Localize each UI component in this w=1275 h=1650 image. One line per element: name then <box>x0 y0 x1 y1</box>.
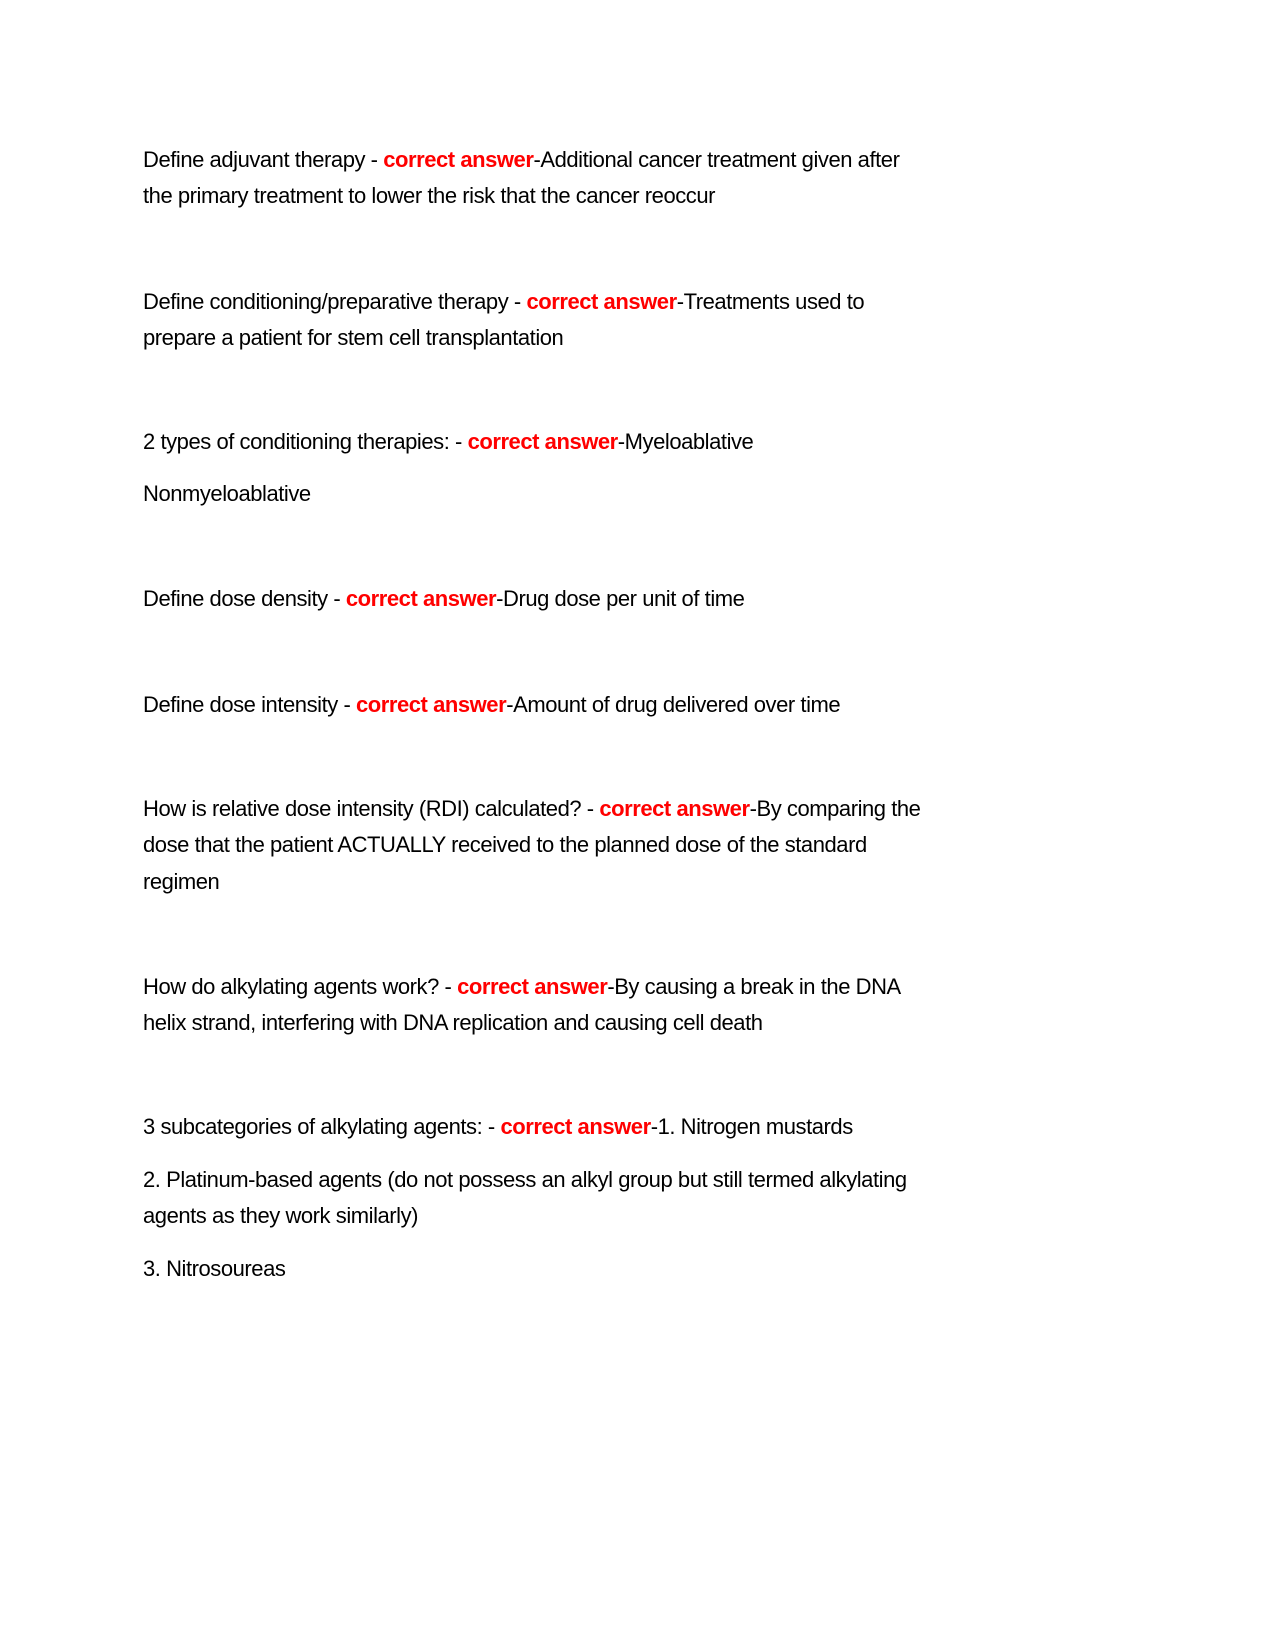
answer-continuation: regimen <box>143 869 220 894</box>
correct-answer-label: correct answer <box>526 289 677 314</box>
answer-text: -1. Nitrogen mustards <box>650 1114 853 1139</box>
correct-answer-label: correct answer <box>500 1114 651 1139</box>
question-text: 2 types of conditioning therapies: - <box>143 429 468 454</box>
answer-continuation: 3. Nitrosoureas <box>143 1256 286 1281</box>
question-text: Define dose intensity - <box>143 692 356 717</box>
qa-item-first-line <box>143 145 899 175</box>
answer-continuation: dose that the patient ACTUALLY received to the planned dose of the standard <box>143 832 867 857</box>
qa-item-first-line <box>143 972 901 1002</box>
answer-text: -Treatments used to <box>676 289 865 314</box>
correct-answer-label: correct answer <box>467 429 618 454</box>
answer-continuation: 2. Platinum-based agents (do not possess an alkyl group but still termed alkylating <box>143 1167 907 1192</box>
answer-text: -Drug dose per unit of time <box>496 586 745 611</box>
qa-item-first-line <box>143 287 864 317</box>
correct-answer-label: correct answer <box>457 974 608 999</box>
qa-item-first-line <box>143 584 744 614</box>
qa-item-first-line <box>143 427 753 457</box>
qa-item-first-line <box>143 690 840 720</box>
answer-text: -Amount of drug delivered over time <box>506 692 841 717</box>
correct-answer-label: correct answer <box>383 147 534 172</box>
answer-text: -Additional cancer treatment given after <box>533 147 900 172</box>
question-text: Define dose density - <box>143 586 346 611</box>
answer-continuation: agents as they work similarly) <box>143 1203 419 1228</box>
answer-continuation: the primary treatment to lower the risk that the cancer reoccur <box>143 183 716 208</box>
answer-text: -Myeloablative <box>617 429 754 454</box>
answer-text: -By causing a break in the DNA <box>607 974 901 999</box>
answer-continuation: Nonmyeloablative <box>143 481 311 506</box>
answer-continuation: helix strand, interfering with DNA replication and causing cell death <box>143 1010 763 1035</box>
question-text: How do alkylating agents work? - <box>143 974 458 999</box>
qa-item-first-line <box>143 794 920 824</box>
correct-answer-label: correct answer <box>355 692 507 717</box>
answer-continuation: prepare a patient for stem cell transplantation <box>143 325 564 350</box>
question-text: How is relative dose intensity (RDI) calculated? - <box>143 796 600 821</box>
question-text: Define adjuvant therapy - <box>143 147 384 172</box>
correct-answer-label: correct answer <box>599 796 750 821</box>
question-text: Define conditioning/preparative therapy - <box>143 289 527 314</box>
correct-answer-label: correct answer <box>345 586 497 611</box>
answer-text: -By comparing the <box>749 796 921 821</box>
qa-item-first-line <box>143 1112 853 1142</box>
question-text: 3 subcategories of alkylating agents: - <box>143 1114 501 1139</box>
